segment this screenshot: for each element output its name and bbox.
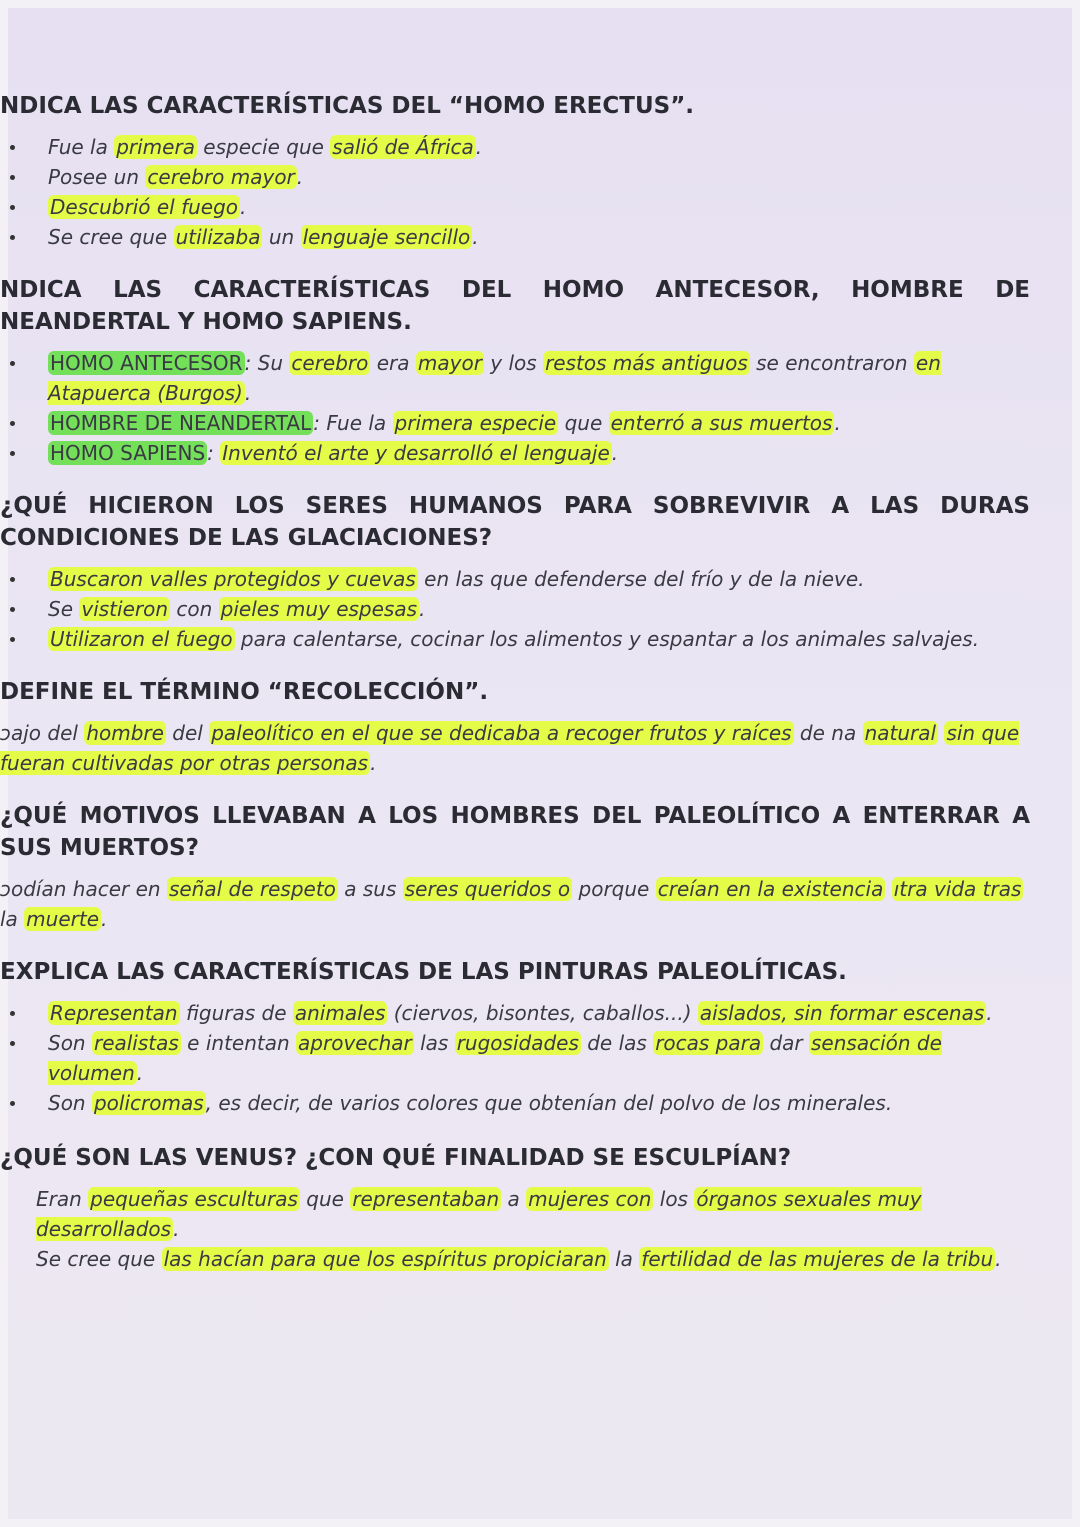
highlighted-text: muerte xyxy=(26,907,100,931)
green-highlighted-term: HOMO ANTECESOR xyxy=(50,351,243,375)
question-heading: NDICA LAS CARACTERÍSTICAS DEL “HOMO ERECTUS”. xyxy=(0,93,695,119)
answer-item xyxy=(0,348,1030,408)
question-section xyxy=(0,956,1030,1118)
highlighted-text: salió de África xyxy=(332,135,474,159)
answer-text: porque xyxy=(572,877,656,901)
answer-item xyxy=(0,718,1030,778)
highlighted-text: Representan xyxy=(50,1001,178,1025)
answer-text: Fue la xyxy=(48,135,115,159)
answer-list xyxy=(0,1184,1030,1274)
answer-text: Se cree que xyxy=(48,225,174,249)
highlighted-text: Buscaron valles protegidos y cuevas xyxy=(50,567,416,591)
answer-text: que xyxy=(558,411,609,435)
answer-text: a xyxy=(501,1187,527,1211)
answer-text: Posee un xyxy=(48,165,146,189)
answer-item xyxy=(0,594,1030,624)
question-heading: DEFINE EL TÉRMINO “RECOLECCIÓN”. xyxy=(0,679,489,705)
answer-text: Son xyxy=(48,1091,92,1115)
highlighted-text: fertilidad de las mujeres de la tribu xyxy=(641,1247,994,1271)
highlighted-text: aislados, sin formar escenas xyxy=(699,1001,985,1025)
answer-item xyxy=(0,624,1030,654)
question-section xyxy=(0,676,1030,778)
document-content xyxy=(0,90,1030,1296)
question-section xyxy=(0,490,1030,654)
green-highlighted-term: HOMBRE DE NEANDERTAL xyxy=(50,411,312,435)
answer-text: . xyxy=(419,597,426,621)
answer-text: la xyxy=(0,907,25,931)
answer-text: del xyxy=(165,721,210,745)
answer-text: . xyxy=(240,195,247,219)
question-heading: ¿QUÉ HICIERON LOS SERES HUMANOS PARA SOBREVIVIR A LAS DURAS CONDICIONES DE LAS GLACIACIONES? xyxy=(0,493,1030,551)
answer-list xyxy=(0,718,1030,778)
answer-text xyxy=(885,877,891,901)
highlighted-text: pequeñas esculturas xyxy=(90,1187,298,1211)
answer-text: se encontraron xyxy=(749,351,914,375)
answer-list xyxy=(0,998,1030,1118)
answer-text: . xyxy=(834,411,841,435)
answer-text: un xyxy=(262,225,301,249)
question-section xyxy=(0,274,1030,468)
answer-text: na xyxy=(831,721,863,745)
question-heading: ¿QUÉ MOTIVOS LLEVABAN A LOS HOMBRES DEL PALEOLÍTICO A ENTERRAR A SUS MUERTOS? xyxy=(0,803,1030,861)
answer-item xyxy=(0,1088,1030,1118)
answer-text: : xyxy=(207,441,221,465)
answer-item xyxy=(0,132,1030,162)
highlighted-text: animales xyxy=(294,1001,386,1025)
answer-text: . xyxy=(136,1061,144,1085)
answer-text: para calentarse, cocinar los alimentos y espantar a los animales salvajes. xyxy=(234,627,980,651)
answer-list xyxy=(0,348,1030,468)
highlighted-text: mujeres con xyxy=(528,1187,652,1211)
answer-text: especie que xyxy=(196,135,331,159)
answer-item xyxy=(0,1028,1030,1088)
highlighted-text: rocas para xyxy=(655,1031,762,1055)
answer-text: e intentan xyxy=(180,1031,297,1055)
answer-item xyxy=(0,408,1030,438)
answer-text: Se cree que xyxy=(36,1247,162,1271)
highlighted-text: creían en la existencia xyxy=(657,877,884,901)
answer-text: . xyxy=(173,1217,180,1241)
highlighted-text: representaban xyxy=(352,1187,500,1211)
answer-text: . xyxy=(244,381,252,405)
answer-text: : Fue la xyxy=(313,411,393,435)
highlighted-text: las hacían para que los espíritus propiciaran xyxy=(163,1247,607,1271)
answer-text: ɔodían hacer en xyxy=(0,877,167,901)
highlighted-text: enterró a sus muertos xyxy=(610,411,833,435)
highlighted-text: pieles muy espesas xyxy=(220,597,418,621)
answer-text: . xyxy=(995,1247,1002,1271)
answer-item xyxy=(0,998,1030,1028)
answer-text: . xyxy=(986,1001,993,1025)
answer-text: dar xyxy=(763,1031,809,1055)
highlighted-text: señal de respeto xyxy=(168,877,336,901)
answer-text: . xyxy=(101,907,108,931)
highlighted-text: policromas xyxy=(93,1091,204,1115)
answer-item xyxy=(0,1184,1030,1244)
green-highlighted-term: HOMO SAPIENS xyxy=(50,441,206,465)
answer-text: Son xyxy=(48,1031,92,1055)
question-section xyxy=(0,90,1030,252)
answer-text: de xyxy=(793,721,832,745)
answer-text: la xyxy=(608,1247,640,1271)
answer-text: ɔajo del xyxy=(0,721,85,745)
answer-text: . xyxy=(611,441,619,465)
answer-text: era xyxy=(370,351,416,375)
highlighted-text: Descubrió el fuego xyxy=(50,195,239,219)
answer-item xyxy=(0,192,1030,222)
answer-text: que xyxy=(299,1187,351,1211)
answer-list xyxy=(0,564,1030,654)
highlighted-text: órganos sexuales muy desarrollados xyxy=(36,1187,922,1241)
answer-text: : Su xyxy=(244,351,290,375)
answer-item xyxy=(0,564,1030,594)
highlighted-text: paleolítico en el que se dedicaba a recoger frutos y raíces xyxy=(211,721,792,745)
answer-text: . xyxy=(475,135,483,159)
question-heading: NDICA LAS CARACTERÍSTICAS DEL HOMO ANTECESOR, HOMBRE DE NEANDERTAL Y HOMO SAPIENS. xyxy=(0,277,1030,335)
highlighted-text: utilizaba xyxy=(175,225,261,249)
answer-text: Eran xyxy=(36,1187,89,1211)
answer-item xyxy=(0,162,1030,192)
answer-text: . xyxy=(370,751,377,775)
document-page xyxy=(0,8,1072,1519)
highlighted-text: mayor xyxy=(417,351,482,375)
answer-text: Se xyxy=(48,597,80,621)
highlighted-text: rugosidades xyxy=(456,1031,579,1055)
question-section xyxy=(0,1142,1030,1274)
answer-text: figuras de xyxy=(179,1001,293,1025)
answer-list xyxy=(0,874,1030,934)
answer-item xyxy=(0,222,1030,252)
highlighted-text: aprovechar xyxy=(298,1031,412,1055)
highlighted-text: sensación de volumen xyxy=(48,1031,942,1085)
answer-text: de las xyxy=(580,1031,654,1055)
highlighted-text: Inventó el arte y desarrolló el lenguaje xyxy=(222,441,610,465)
answer-text: los xyxy=(653,1187,695,1211)
highlighted-text: natural xyxy=(864,721,937,745)
highlighted-text: cerebro mayor xyxy=(147,165,295,189)
highlighted-text: sin que fueran cultivadas por otras personas xyxy=(0,721,1020,775)
highlighted-text: cerebro xyxy=(291,351,369,375)
highlighted-text: en Atapuerca (Burgos) xyxy=(48,351,941,405)
answer-text: . xyxy=(296,165,304,189)
answer-item xyxy=(0,438,1030,468)
highlighted-text: primera xyxy=(116,135,195,159)
answer-text: con xyxy=(170,597,219,621)
answer-text: las xyxy=(413,1031,455,1055)
highlighted-text: lenguaje sencillo xyxy=(302,225,471,249)
answer-item xyxy=(0,1244,1030,1274)
answer-list xyxy=(0,132,1030,252)
answer-text: . xyxy=(472,225,479,249)
question-heading: ¿QUÉ SON LAS VENUS? ¿CON QUÉ FINALIDAD SE ESCULPÍAN? xyxy=(0,1145,792,1171)
highlighted-text: Utilizaron el fuego xyxy=(50,627,233,651)
highlighted-text: seres queridos o xyxy=(404,877,571,901)
highlighted-text: ıtra vida tras xyxy=(893,877,1022,901)
highlighted-text: restos más antiguos xyxy=(545,351,748,375)
answer-item xyxy=(0,874,1030,934)
answer-text: y los xyxy=(483,351,544,375)
highlighted-text: vistieron xyxy=(81,597,169,621)
highlighted-text: realistas xyxy=(93,1031,179,1055)
highlighted-text: primera especie xyxy=(394,411,557,435)
answer-text: a sus xyxy=(337,877,403,901)
highlighted-text: hombre xyxy=(86,721,164,745)
answer-text: en las que defenderse del frío y de la nieve. xyxy=(417,567,865,591)
question-section xyxy=(0,800,1030,934)
answer-text: (ciervos, bisontes, caballos...) xyxy=(387,1001,698,1025)
question-heading: EXPLICA LAS CARACTERÍSTICAS DE LAS PINTURAS PALEOLÍTICAS. xyxy=(0,959,847,985)
answer-text: , es decir, de varios colores que obtenían del polvo de los minerales. xyxy=(205,1091,893,1115)
